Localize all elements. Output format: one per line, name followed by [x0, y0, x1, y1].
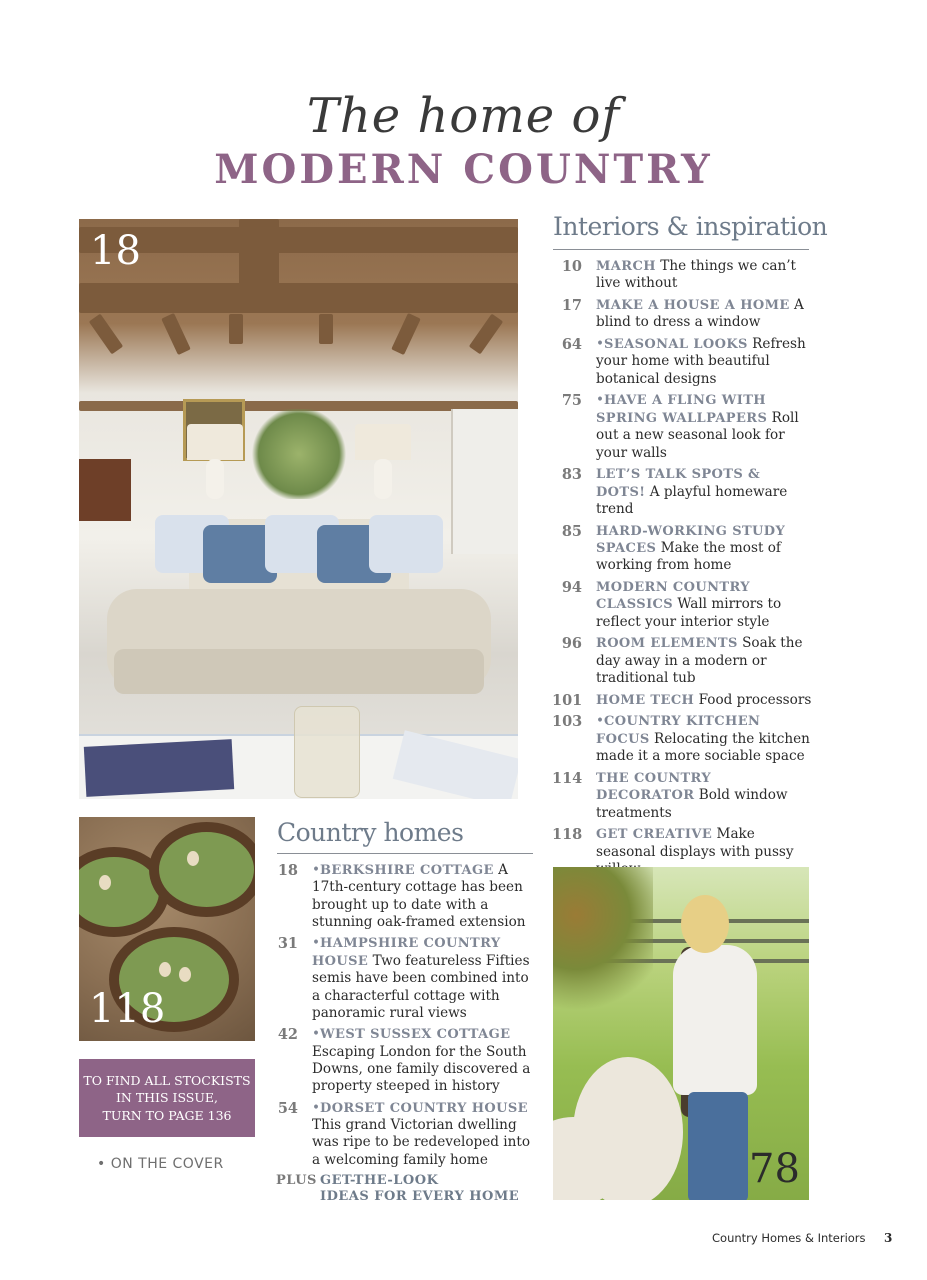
- toc-feature-title: WEST SUSSEX COTTAGE: [320, 1027, 511, 1043]
- toc-entry[interactable]: [276, 1026, 533, 1096]
- photo-page-number: 18: [90, 228, 141, 274]
- toc-entry[interactable]: [552, 336, 814, 388]
- toc-description: A playful homeware trend: [596, 483, 788, 518]
- toc-feature-title: BERKSHIRE COTTAGE: [320, 863, 494, 878]
- toc-entry[interactable]: [276, 1100, 533, 1170]
- toc-entry[interactable]: [552, 770, 814, 822]
- toc-page-number: 42: [277, 1026, 298, 1044]
- toc-description: Make the most of working from home: [596, 540, 781, 574]
- plus-line: GET-THE-LOOK: [320, 1173, 439, 1189]
- toc-description: A 17th-century cottage has been brought up to date with a stunning oak-framed extension: [312, 862, 526, 931]
- section-title-country-homes: Country homes: [277, 818, 464, 847]
- toc-page-number: 103: [552, 713, 583, 731]
- on-cover-bullet-icon: •: [312, 935, 321, 952]
- on-cover-bullet-icon: •: [312, 862, 321, 878]
- living-room-photo: [79, 219, 518, 799]
- toc-page-number: 96: [561, 635, 582, 653]
- toc-entry-text: [596, 770, 814, 822]
- on-cover-bullet-icon: •: [312, 1026, 321, 1043]
- toc-entry[interactable]: [552, 258, 814, 293]
- toc-description: Refresh your home with beautiful botanical designs: [596, 336, 806, 387]
- toc-page-number: 64: [561, 336, 582, 353]
- toc-feature-title: HOME TECH: [596, 692, 695, 708]
- on-the-cover-key: • ON THE COVER: [97, 1156, 224, 1172]
- toc-entry[interactable]: [552, 692, 814, 709]
- toc-feature-title: HAVE A FLING WITH SPRING WALLPAPERS: [596, 393, 768, 426]
- section-title-interiors: Interiors & inspiration: [553, 212, 828, 241]
- toc-description: Soak the day away in a modern or traditional tub: [596, 635, 803, 687]
- toc-page-number: 18: [277, 862, 298, 879]
- toc-description: Two featureless Fifties semis have been combined into a characterful cottage with panoramic rural views: [312, 952, 530, 1022]
- plus-label: PLUS: [276, 1173, 317, 1189]
- toc-entry[interactable]: [276, 935, 533, 1022]
- toc-description: The things we can’t live without: [596, 258, 797, 292]
- interiors-toc: [552, 258, 814, 904]
- toc-feature-title: HAMPSHIRE COUNTRY HOUSE: [312, 936, 501, 969]
- toc-entry[interactable]: [552, 392, 814, 462]
- toc-entry-text: [596, 635, 814, 687]
- section-divider: [277, 853, 533, 854]
- toc-page-number: 101: [552, 691, 583, 709]
- toc-description: This grand Victorian dwelling was ripe to be redeveloped into a welcoming family home: [312, 1117, 531, 1168]
- toc-description: Food processors: [698, 691, 812, 708]
- on-cover-bullet-icon: •: [596, 336, 605, 352]
- stockists-line: TO FIND ALL STOCKISTS: [83, 1072, 251, 1088]
- toc-feature-title: ROOM ELEMENTS: [596, 636, 738, 652]
- toc-feature-title: MAKE A HOUSE A HOME: [596, 298, 790, 313]
- toc-feature-title: LET’S TALK SPOTS & DOTS!: [596, 467, 761, 500]
- toc-feature-title: COUNTRY KITCHEN FOCUS: [596, 714, 761, 747]
- toc-page-number: 31: [277, 935, 298, 953]
- toc-entry[interactable]: [552, 297, 814, 332]
- page-number: 3: [884, 1231, 893, 1245]
- script-title: The home of: [306, 88, 621, 144]
- stockists-line: IN THIS ISSUE,: [115, 1090, 219, 1106]
- on-cover-bullet-icon: •: [312, 1099, 321, 1116]
- toc-entry[interactable]: [552, 713, 814, 765]
- toc-entry-text: [312, 1026, 533, 1096]
- toc-entry-text: [596, 692, 811, 709]
- toc-page-number: 94: [561, 579, 582, 597]
- toc-page-number: 83: [561, 466, 582, 484]
- toc-description: Roll out a new seasonal look for your walls: [596, 409, 799, 461]
- toc-feature-title: DORSET COUNTRY HOUSE: [320, 1100, 528, 1116]
- section-divider: [553, 249, 809, 250]
- toc-entry-text: [312, 1100, 533, 1170]
- toc-page-number: 118: [552, 826, 583, 844]
- toc-entry[interactable]: [276, 862, 533, 932]
- toc-page-number: 54: [277, 1099, 298, 1117]
- stockists-line: TURN TO PAGE 136: [102, 1107, 232, 1123]
- toc-feature-title: GET CREATIVE: [596, 827, 713, 843]
- toc-entry-text: [596, 336, 814, 388]
- toc-feature-title: SEASONAL LOOKS: [604, 337, 748, 352]
- toc-feature-title: HARD-WORKING STUDY SPACES: [596, 523, 786, 557]
- on-cover-bullet-icon: •: [596, 713, 605, 730]
- toc-entry[interactable]: [552, 466, 814, 518]
- toc-entry[interactable]: [552, 635, 814, 687]
- toc-feature-title: MODERN COUNTRY CLASSICS: [596, 580, 750, 613]
- country-homes-toc: [276, 862, 533, 1209]
- toc-entry-text: [596, 579, 814, 631]
- stockists-box: [79, 1059, 255, 1137]
- toc-page-number: 114: [552, 769, 583, 787]
- footer-magazine-title: Country Homes & Interiors: [712, 1231, 866, 1245]
- nest-photo: [79, 817, 255, 1041]
- main-title: MODERN COUNTRY: [214, 146, 713, 193]
- toc-page-number: 75: [561, 392, 582, 410]
- plus-text: [320, 1173, 519, 1205]
- toc-entry[interactable]: [552, 579, 814, 631]
- plus-line: IDEAS FOR EVERY HOME: [320, 1189, 520, 1205]
- toc-feature-title: THE COUNTRY DECORATOR: [596, 770, 712, 804]
- toc-entry-text: [596, 258, 814, 293]
- toc-feature-title: MARCH: [596, 259, 656, 274]
- toc-entry-text: [596, 392, 814, 462]
- toc-description: Relocating the kitchen made it a more sociable space: [596, 730, 810, 765]
- toc-entry-text: [596, 713, 814, 765]
- toc-description: Make seasonal displays with pussy: [596, 826, 794, 860]
- toc-description: A blind to dress a window: [596, 297, 804, 331]
- toc-description: Bold window treatments: [596, 787, 788, 821]
- photo-page-number: 78: [749, 1146, 800, 1192]
- toc-entry[interactable]: [552, 523, 814, 575]
- toc-description: Wall mirrors to reflect your interior style: [596, 596, 782, 630]
- toc-entry-text: [312, 862, 533, 932]
- toc-page-number: 10: [561, 258, 582, 275]
- toc-entry-text: [596, 466, 814, 518]
- toc-entry-text: [312, 935, 533, 1022]
- photo-page-number: 118: [89, 986, 166, 1032]
- toc-description: Escaping London for the South Downs, one family discovered a property steeped in history: [312, 1043, 531, 1095]
- plus-entry[interactable]: [276, 1173, 533, 1205]
- toc-page-number: 17: [561, 297, 582, 314]
- on-cover-bullet-icon: •: [596, 392, 605, 409]
- toc-page-number: 85: [561, 522, 582, 540]
- toc-entry-text: [596, 523, 814, 575]
- woman-with-sheep-photo: [553, 867, 809, 1200]
- toc-entry-text: [596, 297, 814, 332]
